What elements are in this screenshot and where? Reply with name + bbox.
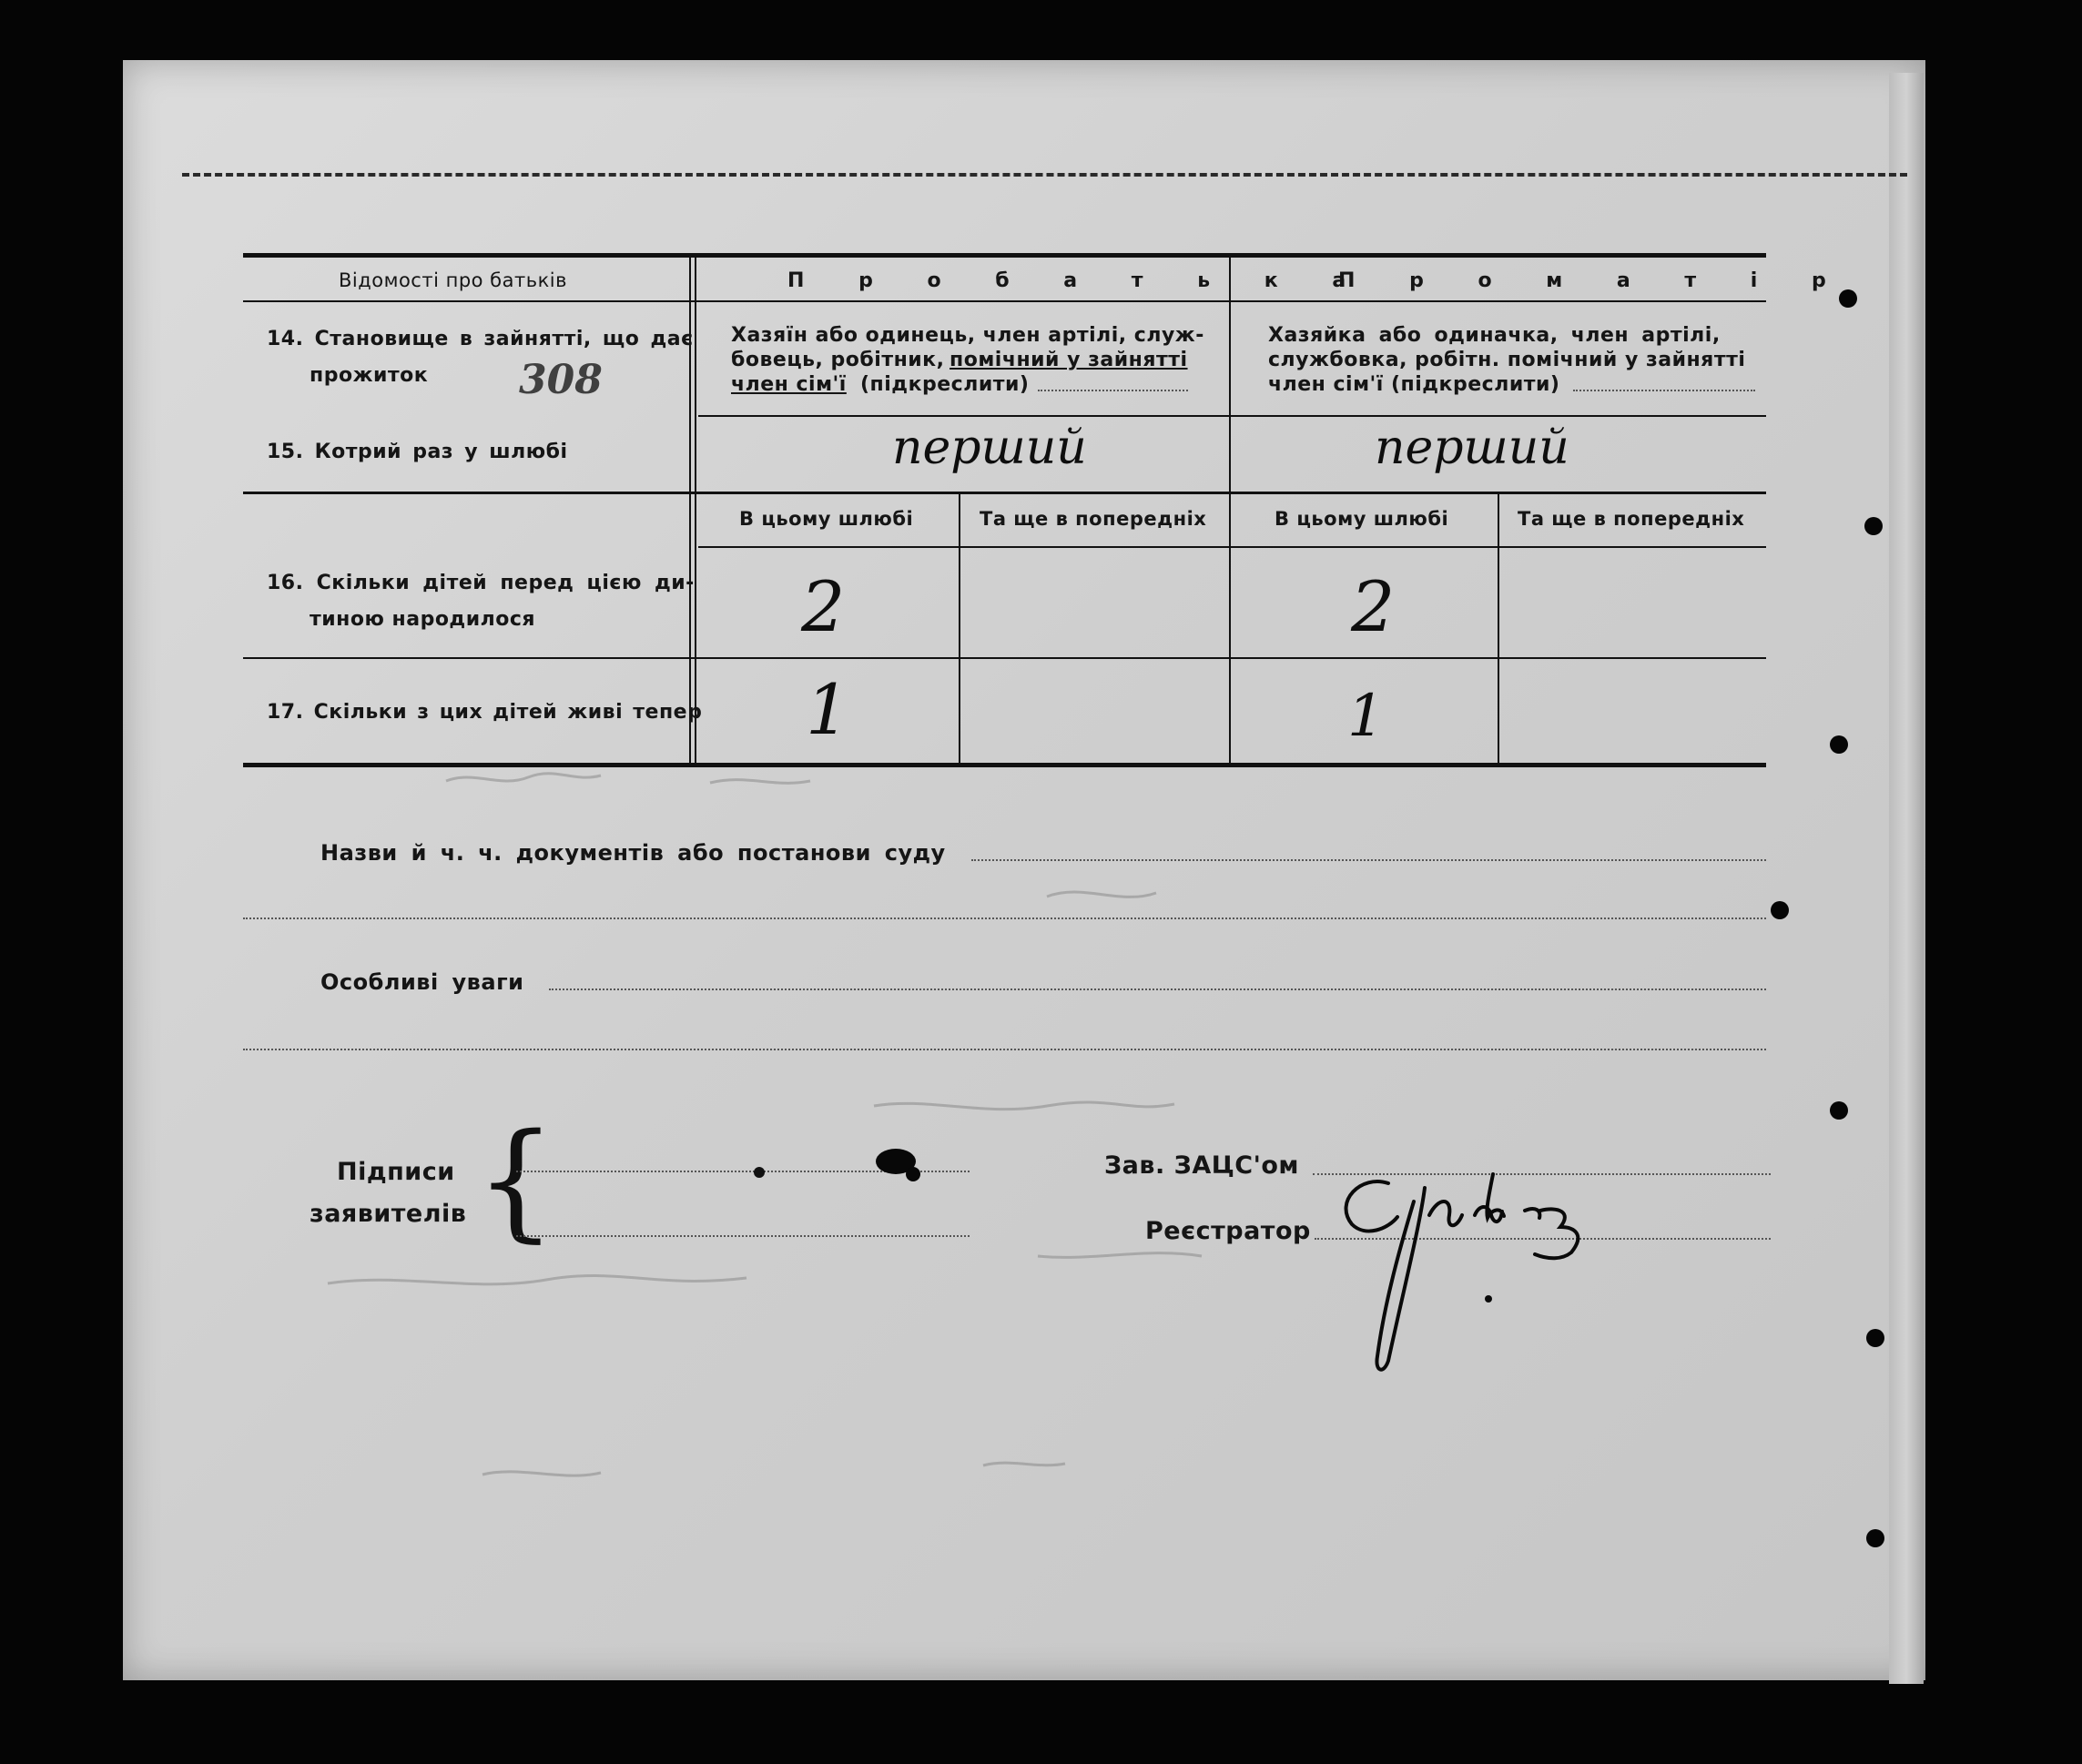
row14-mother-line2: службовка, робітн. помічний у зайнятті	[1268, 349, 1746, 371]
subheader-mother-prev: Та ще в попередніх	[1518, 508, 1745, 530]
signatures-brace: {	[475, 1107, 557, 1255]
signatures-label: Підписи	[337, 1158, 455, 1186]
subheader-mother-this: В цьому шлюбі	[1275, 508, 1449, 530]
header-col-label: Відомості про батьків	[339, 269, 567, 291]
registrar-signature	[1338, 1156, 1611, 1374]
row16-label-cont: тиною народилося	[310, 608, 536, 631]
row14-father-line2b-underlined: помічний у зайнятті	[950, 349, 1188, 371]
notes-fill-line-2	[243, 1049, 1766, 1050]
row15-father-handwritten: перший	[892, 421, 1087, 475]
row16-label: 16. Скільки дітей перед цією ди-	[267, 572, 695, 594]
row15-mother-handwritten: перший	[1375, 421, 1569, 475]
row14-label-cont: прожиток	[310, 364, 429, 387]
row14-father-line3a-underlined: член сім'ї	[731, 373, 847, 396]
ink-dot	[754, 1167, 765, 1178]
row14-father-line3b: (підкреслити)	[860, 373, 1030, 396]
subheader-father-this: В цьому шлюбі	[739, 508, 914, 530]
row14-father-line1: Хазяїн або одинець, член артілі, служ-	[731, 324, 1204, 347]
row14-label: 14. Становище в зайнятті, що дає	[267, 328, 694, 350]
applicant-signature-line-2	[516, 1235, 970, 1237]
row15-label: 15. Котрий раз у шлюбі	[267, 441, 568, 463]
notes-fill-line	[549, 988, 1766, 990]
row17-label: 17. Скільки з цих дітей живі тепер	[267, 701, 703, 724]
row14-father-line2a: бовець, робітник,	[731, 349, 945, 371]
ink-blot	[906, 1167, 920, 1181]
row16-mother-handwritten: 2	[1351, 566, 1396, 647]
row14-mother-line3: член сім'ї (підкреслити)	[1268, 373, 1560, 396]
signatures-label-cont: заявителів	[310, 1200, 467, 1228]
faint-stamp: 308	[519, 357, 603, 403]
documents-fill-line	[971, 859, 1766, 861]
header-father: П р о б а т ь к а	[787, 269, 1370, 292]
notes-label: Особливі уваги	[320, 969, 524, 995]
subheader-father-prev: Та ще в попередніх	[980, 508, 1207, 530]
row17-mother-handwritten: 1	[1347, 683, 1385, 750]
head-label: Зав. ЗАЦС'ом	[1104, 1151, 1299, 1180]
documents-fill-line-2	[243, 917, 1766, 919]
documents-label: Назви й ч. ч. документів або постанови суду	[320, 840, 946, 866]
row16-father-handwritten: 2	[801, 566, 846, 647]
header-mother: П р о м а т і р	[1338, 269, 1850, 292]
row17-father-handwritten: 1	[806, 669, 850, 750]
row14-mother-line1: Хазяйка або одиначка, член артілі,	[1268, 324, 1721, 347]
registrar-label: Реєстратор	[1145, 1217, 1311, 1245]
